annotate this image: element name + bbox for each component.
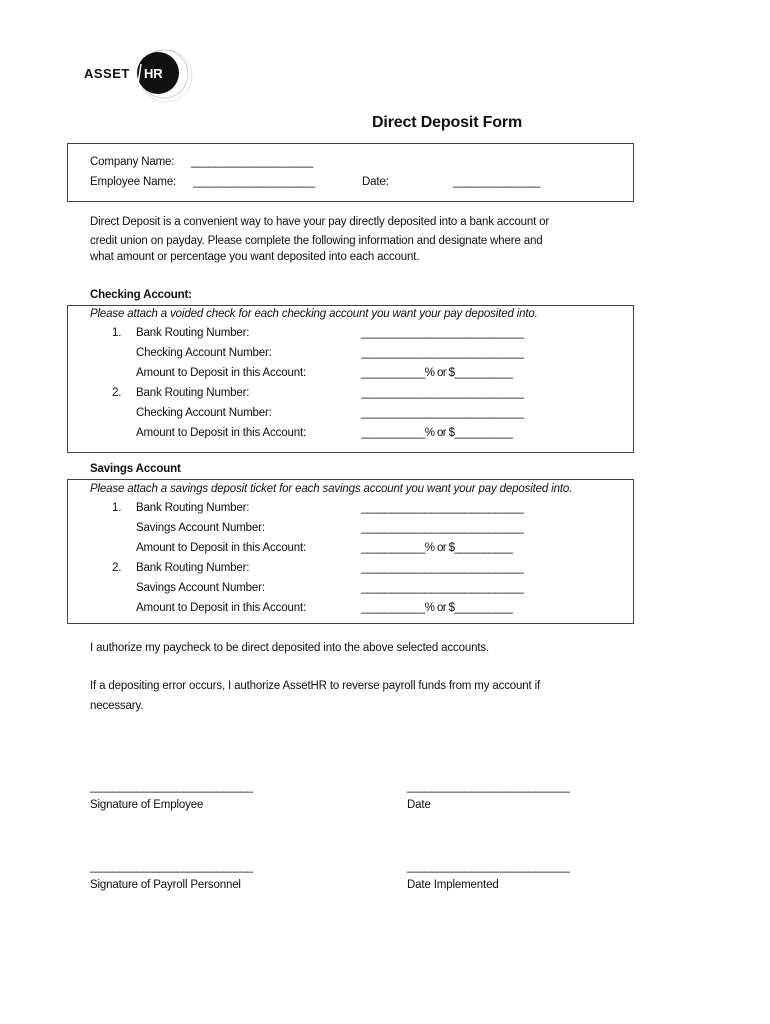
- checking-field-label: Checking Account Number:: [136, 407, 272, 419]
- savings-field-label: Bank Routing Number:: [136, 502, 250, 514]
- savings-field-label: Bank Routing Number:: [136, 562, 250, 574]
- date-label: Date:: [362, 176, 389, 188]
- page-title: Direct Deposit Form: [372, 114, 523, 131]
- savings-field-input[interactable]: ____________________________: [361, 502, 524, 514]
- savings-field-label: Amount to Deposit in this Account:: [136, 602, 307, 614]
- checking-field-label: Amount to Deposit in this Account:: [136, 427, 307, 439]
- intro-line-2: credit union on payday. Please complete the following information and designate where and: [90, 235, 543, 247]
- savings-field-label: Savings Account Number:: [136, 582, 265, 594]
- savings-field-label: Savings Account Number:: [136, 522, 265, 534]
- intro-line-1: Direct Deposit is a convenient way to have your pay directly deposited into a bank account or: [90, 216, 550, 228]
- checking-field-input[interactable]: ___________% or $__________: [361, 427, 513, 439]
- date-field[interactable]: _______________: [453, 176, 540, 188]
- checking-field-label: Bank Routing Number:: [136, 387, 250, 399]
- checking-account-number: 2.: [112, 387, 122, 399]
- checking-field-input[interactable]: ____________________________: [361, 327, 524, 339]
- employee-name-label: Employee Name:: [90, 176, 177, 188]
- assethr-logo: [82, 44, 212, 114]
- savings-instruction: Please attach a savings deposit ticket for each savings account you want your pay deposited into.: [90, 483, 573, 495]
- savings-field-input[interactable]: ____________________________: [361, 522, 524, 534]
- savings-account-number: 2.: [112, 562, 122, 574]
- payroll-signature-label: Signature of Payroll Personnel: [90, 879, 241, 891]
- payroll-signature-line[interactable]: ____________________________: [90, 861, 253, 873]
- checking-field-label: Bank Routing Number:: [136, 327, 250, 339]
- authorization-text: I authorize my paycheck to be direct deposited into the above selected accounts.: [90, 642, 490, 654]
- date-implemented-label: Date Implemented: [407, 879, 499, 891]
- checking-field-input[interactable]: ___________% or $__________: [361, 367, 513, 379]
- savings-field-input[interactable]: ____________________________: [361, 582, 524, 594]
- savings-field-input[interactable]: ___________% or $__________: [361, 542, 513, 554]
- company-name-field[interactable]: _____________________: [191, 156, 313, 168]
- checking-field-label: Checking Account Number:: [136, 347, 272, 359]
- savings-field-input[interactable]: ____________________________: [361, 562, 524, 574]
- checking-field-input[interactable]: ____________________________: [361, 387, 524, 399]
- date-signature-line[interactable]: ____________________________: [407, 781, 570, 793]
- checking-account-number: 1.: [112, 327, 122, 339]
- savings-heading: Savings Account: [90, 463, 181, 475]
- employee-name-field[interactable]: _____________________: [193, 176, 315, 188]
- error-text-line-2: necessary.: [90, 700, 144, 712]
- date-signature-label: Date: [407, 799, 431, 811]
- logo-graphic: [82, 44, 212, 114]
- savings-account-number: 1.: [112, 502, 122, 514]
- checking-field-label: Amount to Deposit in this Account:: [136, 367, 307, 379]
- savings-field-label: Amount to Deposit in this Account:: [136, 542, 307, 554]
- error-text-line-1: If a depositing error occurs, I authorize AssetHR to reverse payroll funds from my account if: [90, 680, 541, 692]
- savings-field-input[interactable]: ___________% or $__________: [361, 602, 513, 614]
- company-name-label: Company Name:: [90, 156, 175, 168]
- date-implemented-line[interactable]: ____________________________: [407, 861, 570, 873]
- svg-text:HR: HR: [144, 66, 163, 81]
- checking-field-input[interactable]: ____________________________: [361, 347, 524, 359]
- svg-text:ASSET: ASSET: [84, 66, 130, 81]
- checking-instruction: Please attach a voided check for each checking account you want your pay deposited into.: [90, 308, 538, 320]
- intro-line-3: what amount or percentage you want deposited into each account.: [90, 251, 420, 263]
- employee-signature-line[interactable]: ____________________________: [90, 781, 253, 793]
- employee-info-box: [67, 143, 634, 202]
- employee-signature-label: Signature of Employee: [90, 799, 204, 811]
- checking-field-input[interactable]: ____________________________: [361, 407, 524, 419]
- checking-heading: Checking Account:: [90, 289, 192, 301]
